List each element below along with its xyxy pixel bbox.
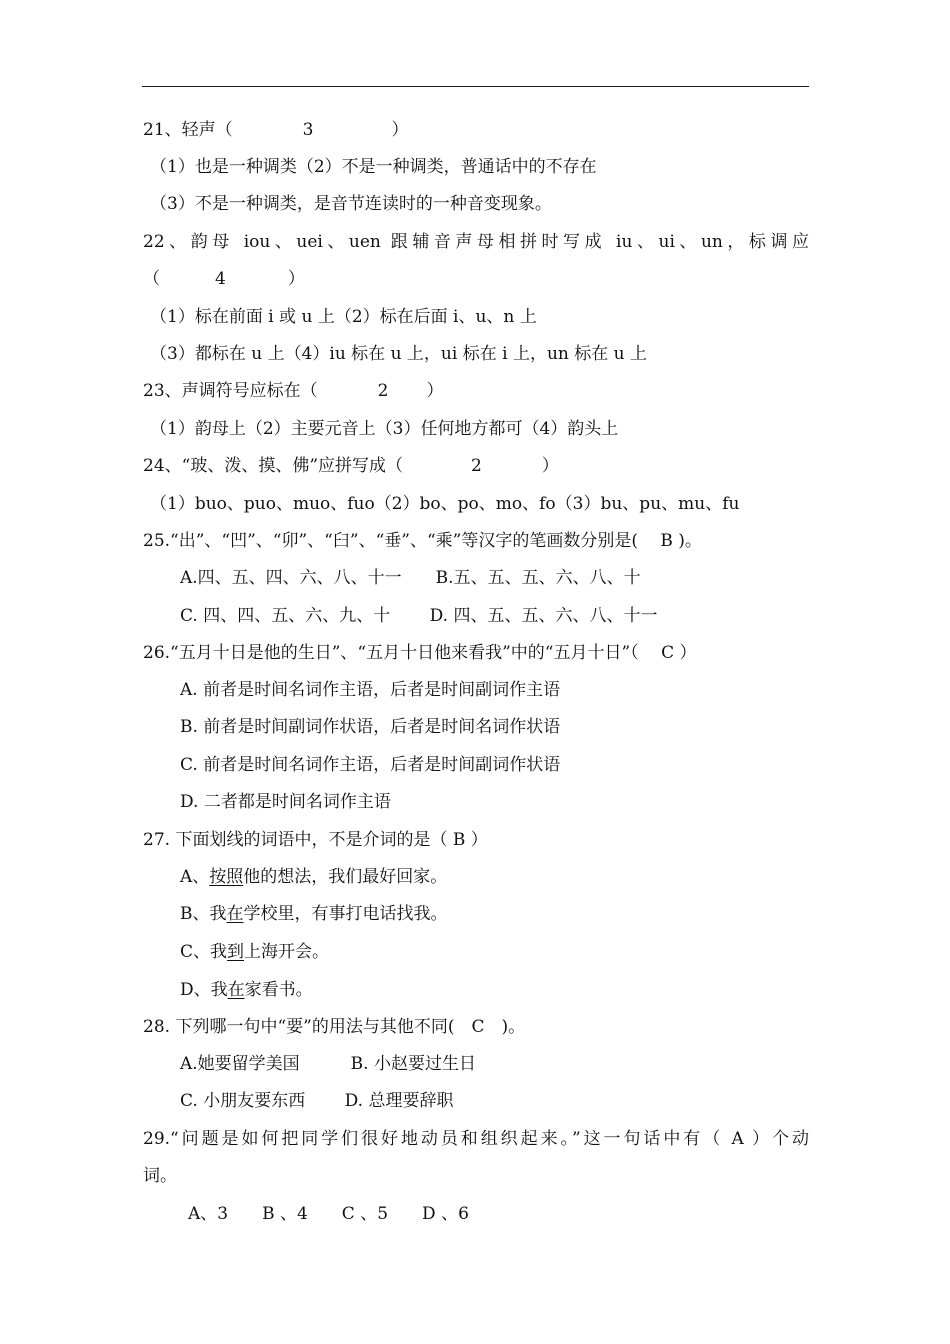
question-26-option-d: D. 二者都是时间名词作主语 <box>180 792 391 812</box>
question-26-stem: 26.“五月十日是他的生日”、“五月十日他来看我”中的“五月十日”（ C ） <box>143 643 697 663</box>
question-22-answer-line: （ 4 ） <box>143 269 305 289</box>
underlined-word: 在 <box>227 980 245 1000</box>
header-rule <box>142 86 809 87</box>
question-27-stem: 27. 下面划线的词语中，不是介词的是（ B ） <box>143 830 488 850</box>
question-27-option-c: C、我到上海开会。 <box>180 942 330 962</box>
underlined-word: 在 <box>226 904 244 924</box>
question-26-option-a: A. 前者是时间名词作主语，后者是时间副词作主语 <box>180 680 561 700</box>
question-27-option-d: D、我在家看书。 <box>180 980 313 1000</box>
question-24-stem: 24、“玻、泼、摸、佛”应拼写成（ 2 ） <box>143 456 559 476</box>
question-23-stem: 23、声调符号应标在（ 2 ） <box>143 381 444 401</box>
question-27-option-b: B、我在学校里，有事打电话找我。 <box>180 904 448 924</box>
question-24-options: （1）buo、puo、muo、fuo（2）bo、po、mo、fo（3）bu、pu、mu、fu <box>150 494 740 514</box>
question-22-stem: 22、韵母 iou、uei、uen 跟辅音声母相拼时写成 iu、ui、un，标调应 <box>143 232 809 252</box>
question-28-options-2: C. 小朋友要东西 D. 总理要辞职 <box>180 1091 454 1111</box>
question-21-options-2: （3）不是一种调类，是音节连读时的一种音变现象。 <box>150 194 552 214</box>
question-22-options-1: （1）标在前面 i 或 u 上（2）标在后面 i、u、n 上 <box>150 307 537 327</box>
underlined-word: 到 <box>227 942 245 962</box>
question-23-answer: 2 <box>377 381 389 401</box>
question-26-option-b: B. 前者是时间副词作状语，后者是时间名词作状语 <box>180 717 561 737</box>
question-22-options-2: （3）都标在 u 上（4）iu 标在 u 上，ui 标在 i 上，un 标在 u 上 <box>150 344 648 364</box>
question-25-stem: 25.“出”、“凹”、“卯”、“臼”、“垂”、“乘”等汉字的笔画数分别是( B )。 <box>143 531 702 551</box>
question-28-options-1: A.她要留学美国 B. 小赵要过生日 <box>180 1054 476 1074</box>
question-25-options-2: C. 四、四、五、六、九、十 D. 四、五、五、六、八、十一 <box>180 606 658 626</box>
question-21-answer: 3 <box>302 120 314 140</box>
question-29-options: A、3 B 、4 C 、5 D 、6 <box>188 1204 469 1224</box>
question-29-stem: 29.“问题是如何把同学们很好地动员和组织起来。”这一句话中有（ A ）个动 <box>143 1129 809 1149</box>
question-27-option-a: A、按照他的想法，我们最好回家。 <box>180 867 448 887</box>
question-25-options-1: A.四、五、四、六、八、十一 B.五、五、五、六、八、十 <box>180 568 641 588</box>
question-21-options-1: （1）也是一种调类（2）不是一种调类，普通话中的不存在 <box>150 157 597 177</box>
question-21-stem: 21、轻声（ 3 ） <box>143 120 409 140</box>
underlined-word: 按照 <box>209 867 244 887</box>
question-22-answer: 4 <box>215 269 226 289</box>
question-29-stem-cont: 词。 <box>143 1166 177 1186</box>
question-23-options: （1）韵母上（2）主要元音上（3）任何地方都可（4）韵头上 <box>150 419 619 439</box>
question-24-answer: 2 <box>471 456 482 476</box>
question-28-stem: 28. 下列哪一句中“要”的用法与其他不同( C )。 <box>143 1017 526 1037</box>
question-26-option-c: C. 前者是时间名词作主语，后者是时间副词作状语 <box>180 755 561 775</box>
